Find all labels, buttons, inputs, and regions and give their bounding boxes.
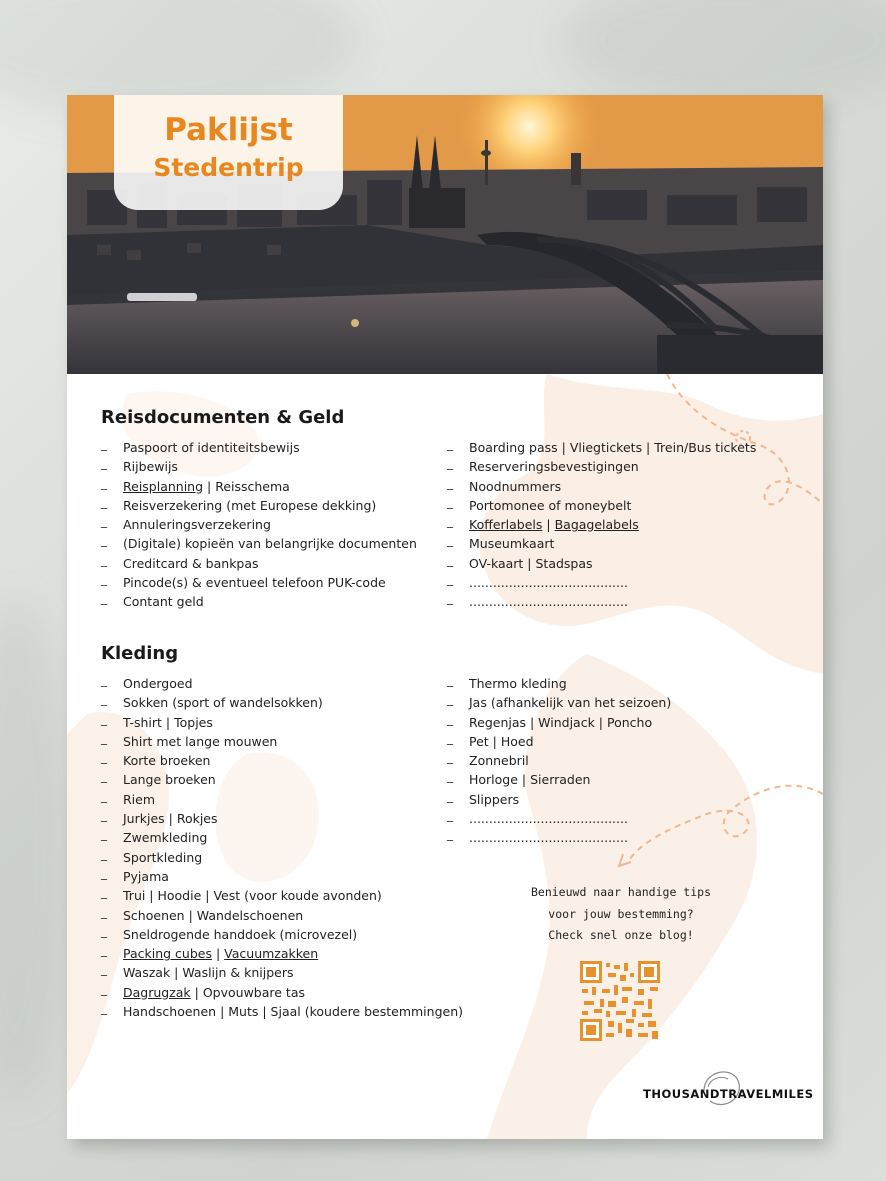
checklist-item[interactable] bbox=[101, 438, 417, 457]
checklist-item[interactable] bbox=[101, 906, 463, 925]
checklist-item[interactable] bbox=[447, 751, 671, 770]
item-link[interactable]: Vacuumzakken bbox=[224, 946, 319, 962]
checklist-item[interactable] bbox=[101, 925, 463, 944]
item-text: Portomonee of moneybelt bbox=[469, 497, 632, 513]
blog-callout bbox=[513, 882, 729, 947]
item-text: Pet | Hoed bbox=[469, 733, 534, 749]
checklist-item[interactable] bbox=[447, 809, 671, 828]
checkbox-blank[interactable]: _ bbox=[447, 692, 453, 707]
checklist-item[interactable] bbox=[101, 751, 463, 770]
checklist-item[interactable] bbox=[447, 534, 756, 553]
checkbox-blank[interactable]: _ bbox=[101, 437, 107, 451]
item-text: Riem bbox=[123, 791, 156, 807]
checkbox-blank[interactable]: _ bbox=[101, 846, 107, 861]
section-title-clothing: Kleding bbox=[101, 643, 179, 664]
checklist-item[interactable] bbox=[101, 693, 463, 712]
documents-list-left bbox=[101, 438, 417, 612]
clothing-list-left bbox=[101, 674, 463, 1021]
checkbox-blank[interactable]: _ bbox=[101, 456, 107, 471]
item-text: Lange broeken bbox=[123, 772, 216, 788]
checklist-item[interactable] bbox=[101, 534, 417, 553]
checklist-item[interactable] bbox=[101, 867, 463, 886]
checkbox-blank[interactable]: _ bbox=[101, 494, 107, 509]
checklist-item[interactable] bbox=[447, 477, 756, 496]
checklist-item[interactable] bbox=[101, 477, 417, 496]
checkbox-blank[interactable]: _ bbox=[101, 1001, 107, 1016]
item-text: Trui | Hoodie | Vest (voor koude avonden) bbox=[123, 888, 382, 904]
checkbox-blank[interactable]: _ bbox=[447, 494, 453, 509]
item-text: OV-kaart | Stadspas bbox=[469, 555, 593, 571]
item-text: Rijbewijs bbox=[123, 459, 178, 475]
item-text: Waszak | Waslijn & knijpers bbox=[123, 965, 294, 981]
checkbox-blank[interactable]: _ bbox=[101, 533, 107, 548]
checklist-item[interactable] bbox=[101, 828, 463, 847]
checklist-item[interactable] bbox=[447, 554, 756, 573]
item-link[interactable]: Bagagelabels bbox=[554, 517, 639, 533]
blog-line-2: voor jouw bestemming? bbox=[548, 906, 694, 921]
checklist-item[interactable] bbox=[101, 790, 463, 809]
checklist-item[interactable] bbox=[101, 963, 463, 982]
checklist-item[interactable] bbox=[101, 732, 463, 751]
item-text: Regenjas | Windjack | Poncho bbox=[469, 714, 653, 730]
checklist-item[interactable] bbox=[447, 592, 756, 611]
checklist-item[interactable] bbox=[101, 1002, 463, 1021]
checkbox-blank[interactable]: _ bbox=[101, 572, 107, 587]
hero-photo-cologne bbox=[67, 95, 823, 374]
checkbox-blank[interactable]: _ bbox=[101, 865, 107, 880]
checkbox-blank[interactable]: _ bbox=[447, 514, 453, 529]
checklist-item[interactable] bbox=[101, 713, 463, 732]
checklist-item[interactable] bbox=[101, 770, 463, 789]
checklist-item[interactable] bbox=[101, 674, 463, 693]
qr-code-icon[interactable] bbox=[580, 961, 660, 1041]
item-text: ........................................ bbox=[469, 830, 628, 846]
checklist-item[interactable] bbox=[101, 592, 417, 611]
item-text: | bbox=[542, 517, 555, 533]
checkbox-blank[interactable]: _ bbox=[101, 885, 107, 900]
checkbox-blank[interactable]: _ bbox=[447, 827, 453, 842]
item-text: Korte broeken bbox=[123, 753, 211, 769]
item-text: Schoenen | Wandelschoenen bbox=[123, 907, 304, 923]
checkbox-blank[interactable]: _ bbox=[101, 514, 107, 529]
item-link[interactable]: Packing cubes bbox=[123, 946, 212, 962]
item-text: Zwemkleding bbox=[123, 830, 208, 846]
item-text: Sportkleding bbox=[123, 849, 203, 865]
checklist-item[interactable] bbox=[101, 496, 417, 515]
checklist-item[interactable] bbox=[447, 674, 671, 693]
checkbox-blank[interactable]: _ bbox=[447, 475, 453, 490]
item-text: | Opvouwbare tas bbox=[190, 984, 306, 1000]
checklist-item[interactable] bbox=[101, 554, 417, 573]
item-text: ........................................ bbox=[469, 575, 628, 591]
checklist-item[interactable] bbox=[447, 713, 671, 732]
item-text: Annuleringsverzekering bbox=[123, 517, 271, 533]
checkbox-blank[interactable]: _ bbox=[101, 808, 107, 823]
checklist-item[interactable] bbox=[447, 496, 756, 515]
checkbox-blank[interactable]: _ bbox=[447, 591, 453, 606]
item-text: Creditcard & bankpas bbox=[123, 555, 259, 571]
checkbox-blank[interactable]: _ bbox=[101, 591, 107, 606]
checkbox-blank[interactable]: _ bbox=[447, 788, 453, 803]
checklist-item[interactable] bbox=[101, 515, 417, 534]
checkbox-blank[interactable]: _ bbox=[447, 730, 453, 745]
checkbox-blank[interactable]: _ bbox=[101, 552, 107, 567]
checkbox-blank[interactable]: _ bbox=[101, 923, 107, 938]
item-text: | bbox=[211, 946, 225, 962]
checklist-item[interactable] bbox=[101, 886, 463, 905]
checkbox-blank[interactable]: _ bbox=[101, 788, 107, 803]
item-text: (Digitale) kopieën van belangrijke documenten bbox=[123, 536, 417, 552]
checklist-item[interactable] bbox=[447, 790, 671, 809]
clothing-list-right bbox=[447, 674, 671, 848]
checklist-item[interactable] bbox=[101, 983, 463, 1002]
checkbox-blank[interactable]: _ bbox=[101, 769, 107, 784]
packing-list-sheet bbox=[67, 95, 823, 1139]
checklist-item[interactable] bbox=[447, 828, 671, 847]
blog-line-3: Check snel onze blog! bbox=[548, 928, 694, 942]
item-text: Shirt met lange mouwen bbox=[123, 733, 278, 749]
item-text: ........................................ bbox=[469, 594, 628, 610]
checkbox-blank[interactable]: _ bbox=[101, 904, 107, 919]
item-text: Jas (afhankelijk van het seizoen) bbox=[469, 695, 672, 711]
title-card bbox=[114, 95, 343, 210]
item-text: Pincode(s) & eventueel telefoon PUK-code bbox=[123, 575, 386, 591]
brand-logo[interactable]: THOUSANDTRAVELMILES bbox=[643, 1087, 814, 1101]
checklist-item[interactable] bbox=[101, 809, 463, 828]
checklist-item[interactable] bbox=[447, 573, 756, 592]
checklist-item[interactable] bbox=[447, 457, 756, 476]
checklist-item[interactable] bbox=[447, 438, 756, 457]
section-title-documents: Reisdocumenten & Geld bbox=[101, 407, 345, 428]
checklist-item[interactable] bbox=[101, 944, 463, 963]
checkbox-blank[interactable]: _ bbox=[447, 711, 453, 726]
checkbox-blank[interactable]: _ bbox=[101, 943, 107, 958]
item-text: Museumkaart bbox=[469, 536, 555, 552]
checklist-item[interactable] bbox=[101, 848, 463, 867]
checkbox-blank[interactable]: _ bbox=[101, 750, 107, 765]
checkbox-blank[interactable]: _ bbox=[101, 475, 107, 490]
checkbox-blank[interactable]: _ bbox=[447, 769, 453, 784]
item-text: Boarding pass | Vliegtickets | Trein/Bus tickets bbox=[469, 440, 757, 455]
item-text: Paspoort of identiteitsbewijs bbox=[123, 440, 300, 455]
checkbox-blank[interactable]: _ bbox=[101, 827, 107, 842]
item-text: | Reisschema bbox=[203, 478, 290, 494]
checkbox-blank[interactable]: _ bbox=[447, 456, 453, 471]
item-text: Thermo kleding bbox=[469, 676, 567, 691]
item-text: Zonnebril bbox=[469, 753, 529, 769]
item-text: Slippers bbox=[469, 791, 520, 807]
item-text: Jurkjes | Rokjes bbox=[123, 811, 218, 827]
checkbox-blank[interactable]: _ bbox=[447, 533, 453, 548]
item-text: Sokken (sport of wandelsokken) bbox=[123, 695, 323, 711]
item-text: Noodnummers bbox=[469, 478, 562, 494]
item-text: Contant geld bbox=[123, 594, 204, 610]
checkbox-blank[interactable]: _ bbox=[101, 692, 107, 707]
blog-line-1: Benieuwd naar handige tips bbox=[530, 885, 711, 899]
checkbox-blank[interactable]: _ bbox=[101, 962, 107, 977]
checklist-item[interactable] bbox=[101, 457, 417, 476]
item-text: T-shirt | Topjes bbox=[123, 714, 213, 730]
page-subtitle: Stedentrip bbox=[153, 153, 304, 182]
item-link[interactable]: Dagrugzak bbox=[123, 984, 191, 1000]
checkbox-blank[interactable]: _ bbox=[101, 673, 107, 687]
page-title: Paklijst bbox=[164, 112, 293, 148]
item-text: Ondergoed bbox=[123, 676, 193, 691]
checkbox-blank[interactable]: _ bbox=[447, 808, 453, 823]
item-text: Pyjama bbox=[123, 868, 169, 884]
checkbox-blank[interactable]: _ bbox=[447, 750, 453, 765]
documents-list-right bbox=[447, 438, 756, 612]
checklist-item[interactable] bbox=[101, 573, 417, 592]
checklist-item[interactable] bbox=[447, 693, 671, 712]
item-link[interactable]: Kofferlabels bbox=[469, 517, 543, 533]
checkbox-blank[interactable]: _ bbox=[101, 730, 107, 745]
checkbox-blank[interactable]: _ bbox=[447, 437, 453, 451]
item-text: ........................................ bbox=[469, 811, 628, 827]
checkbox-blank[interactable]: _ bbox=[101, 981, 107, 996]
checkbox-blank[interactable]: _ bbox=[447, 552, 453, 567]
item-text: Reisverzekering (met Europese dekking) bbox=[123, 497, 377, 513]
checklist-item[interactable] bbox=[447, 732, 671, 751]
checkbox-blank[interactable]: _ bbox=[447, 572, 453, 587]
checkbox-blank[interactable]: _ bbox=[101, 711, 107, 726]
checkbox-blank[interactable]: _ bbox=[447, 673, 453, 687]
checklist-item[interactable] bbox=[447, 515, 756, 534]
checklist-item[interactable] bbox=[447, 770, 671, 789]
item-link[interactable]: Reisplanning bbox=[123, 478, 204, 494]
item-text: Sneldrogende handdoek (microvezel) bbox=[123, 926, 358, 942]
item-text: Horloge | Sierraden bbox=[469, 772, 591, 788]
item-text: Handschoenen | Muts | Sjaal (koudere bestemmingen) bbox=[123, 1004, 464, 1020]
item-text: Reserveringsbevestigingen bbox=[469, 459, 639, 475]
